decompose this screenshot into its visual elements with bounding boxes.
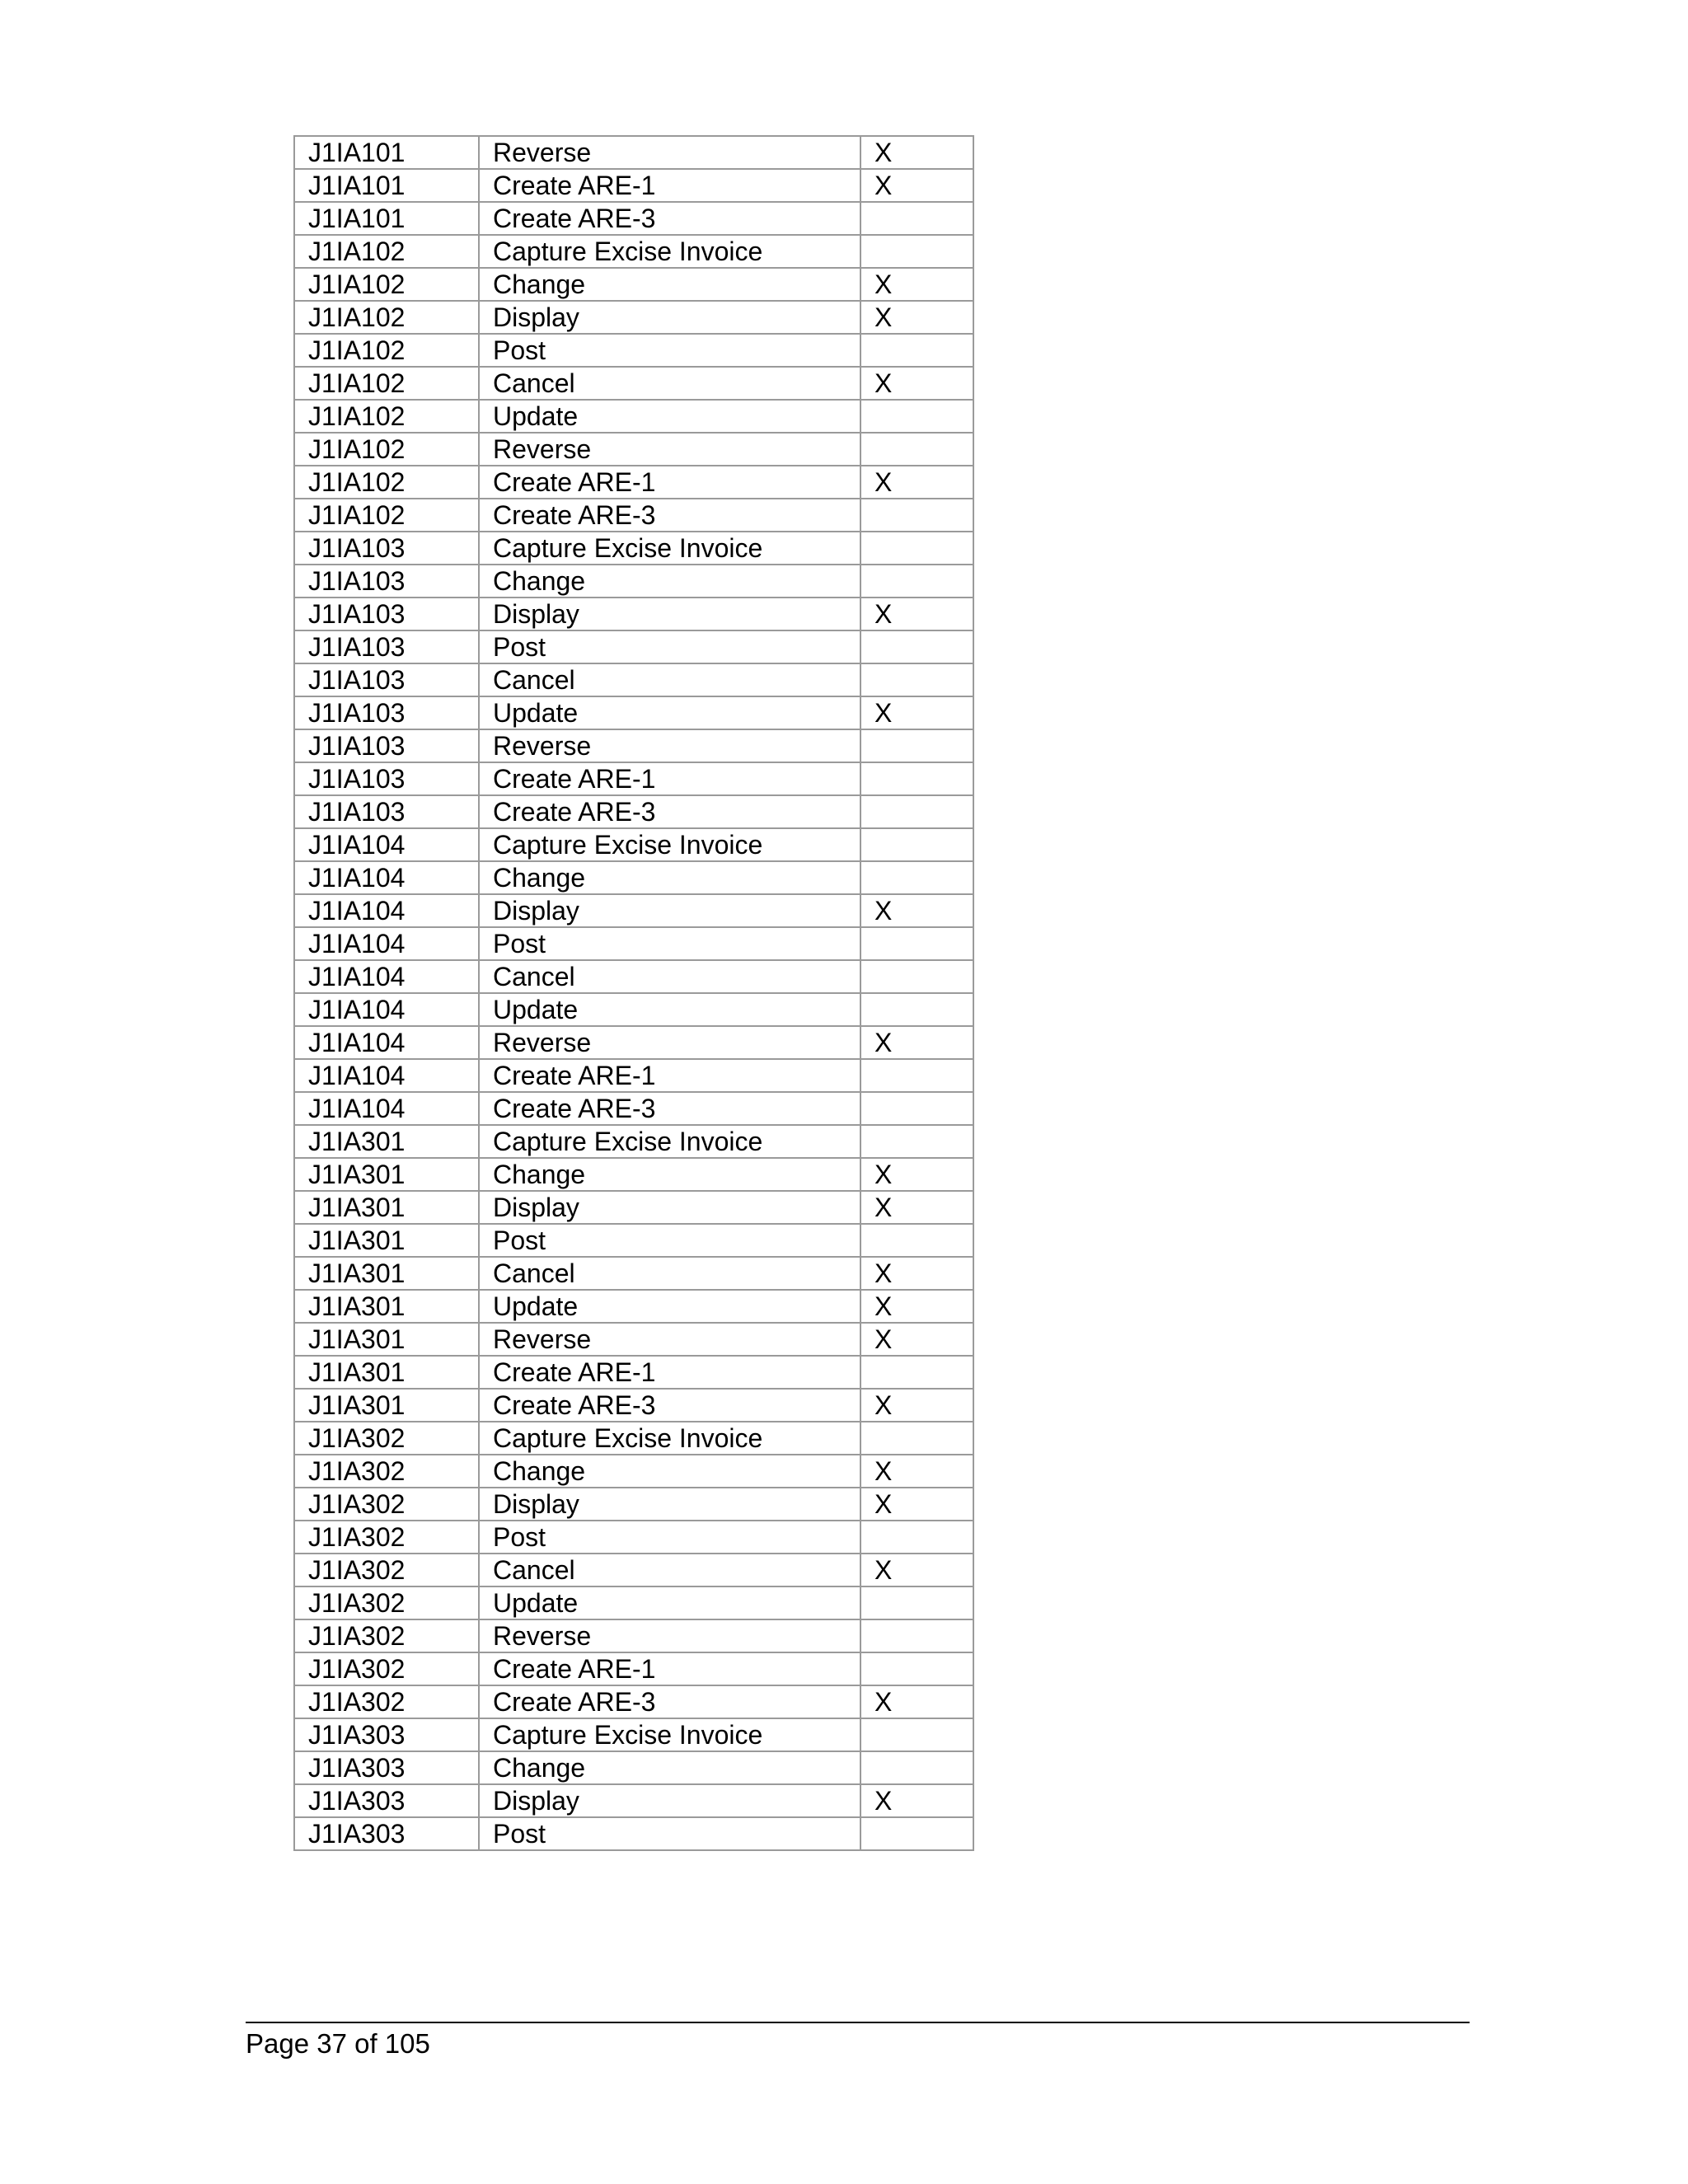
activity-cell: Reverse — [479, 729, 860, 762]
flag-cell — [860, 499, 973, 532]
transaction-code-cell: J1IA104 — [294, 828, 479, 861]
flag-cell — [860, 1224, 973, 1257]
transaction-code-cell: J1IA301 — [294, 1158, 479, 1191]
transaction-code-cell: J1IA103 — [294, 696, 479, 729]
activity-cell: Capture Excise Invoice — [479, 828, 860, 861]
transaction-code-cell: J1IA104 — [294, 960, 479, 993]
activity-cell: Post — [479, 927, 860, 960]
activity-cell: Update — [479, 400, 860, 433]
transaction-code-cell: J1IA302 — [294, 1455, 479, 1488]
flag-cell — [860, 927, 973, 960]
table-row — [294, 235, 973, 268]
flag-cell: X — [860, 1685, 973, 1718]
flag-cell — [860, 795, 973, 828]
table-row — [294, 1389, 973, 1422]
table-row — [294, 663, 973, 696]
transaction-code-cell: J1IA103 — [294, 663, 479, 696]
table-row — [294, 861, 973, 894]
activity-cell: Change — [479, 1158, 860, 1191]
transaction-code-cell: J1IA302 — [294, 1554, 479, 1586]
activity-cell: Change — [479, 861, 860, 894]
activity-cell: Update — [479, 993, 860, 1026]
transaction-code-cell: J1IA301 — [294, 1323, 479, 1356]
activity-cell: Display — [479, 301, 860, 334]
table-row — [294, 1817, 973, 1850]
transaction-code-cell: J1IA102 — [294, 367, 479, 400]
flag-cell: X — [860, 367, 973, 400]
flag-cell: X — [860, 1191, 973, 1224]
activity-cell: Create ARE-3 — [479, 795, 860, 828]
activity-cell: Create ARE-1 — [479, 466, 860, 499]
transaction-code-cell: J1IA102 — [294, 301, 479, 334]
activity-cell: Reverse — [479, 433, 860, 466]
flag-cell — [860, 202, 973, 235]
flag-cell: X — [860, 598, 973, 630]
activity-cell: Display — [479, 598, 860, 630]
activity-cell: Display — [479, 894, 860, 927]
transaction-code-cell: J1IA102 — [294, 268, 479, 301]
flag-cell — [860, 1521, 973, 1554]
flag-cell — [860, 993, 973, 1026]
transaction-code-cell: J1IA101 — [294, 136, 479, 169]
table-row — [294, 433, 973, 466]
table-row — [294, 169, 973, 202]
table-row — [294, 1125, 973, 1158]
table-row — [294, 268, 973, 301]
activity-cell: Create ARE-3 — [479, 202, 860, 235]
transaction-code-cell: J1IA302 — [294, 1488, 479, 1521]
table-row — [294, 1191, 973, 1224]
table-row — [294, 960, 973, 993]
flag-cell: X — [860, 1158, 973, 1191]
table-row — [294, 1685, 973, 1718]
flag-cell — [860, 565, 973, 598]
transaction-code-cell: J1IA301 — [294, 1389, 479, 1422]
transaction-code-cell: J1IA103 — [294, 762, 479, 795]
table-row — [294, 1586, 973, 1619]
activity-cell: Post — [479, 1521, 860, 1554]
table-row — [294, 1092, 973, 1125]
transaction-code-cell: J1IA104 — [294, 1092, 479, 1125]
flag-cell: X — [860, 466, 973, 499]
activity-cell: Post — [479, 334, 860, 367]
flag-cell — [860, 630, 973, 663]
activity-cell: Cancel — [479, 1554, 860, 1586]
table-row — [294, 136, 973, 169]
transaction-code-cell: J1IA303 — [294, 1751, 479, 1784]
flag-cell — [860, 1125, 973, 1158]
footer-divider — [246, 2022, 1470, 2023]
table-row — [294, 630, 973, 663]
table-row — [294, 1619, 973, 1652]
flag-cell — [860, 1356, 973, 1389]
flag-cell — [860, 1619, 973, 1652]
activity-cell: Create ARE-3 — [479, 1389, 860, 1422]
flag-cell — [860, 960, 973, 993]
activity-cell: Post — [479, 630, 860, 663]
activity-cell: Display — [479, 1488, 860, 1521]
activity-cell: Reverse — [479, 1619, 860, 1652]
table-row — [294, 1751, 973, 1784]
table-row — [294, 828, 973, 861]
activity-cell: Capture Excise Invoice — [479, 532, 860, 565]
table-row — [294, 301, 973, 334]
transaction-code-cell: J1IA303 — [294, 1718, 479, 1751]
transaction-code-cell: J1IA302 — [294, 1619, 479, 1652]
transaction-code-cell: J1IA102 — [294, 334, 479, 367]
transaction-code-cell: J1IA103 — [294, 598, 479, 630]
authorization-table — [293, 135, 974, 1851]
activity-cell: Create ARE-3 — [479, 1685, 860, 1718]
table-row — [294, 1718, 973, 1751]
flag-cell — [860, 861, 973, 894]
table-row — [294, 400, 973, 433]
transaction-code-cell: J1IA301 — [294, 1290, 479, 1323]
table-row — [294, 1488, 973, 1521]
table-row — [294, 762, 973, 795]
activity-cell: Reverse — [479, 1323, 860, 1356]
flag-cell — [860, 1092, 973, 1125]
table-row — [294, 1554, 973, 1586]
table-row — [294, 1784, 973, 1817]
flag-cell: X — [860, 696, 973, 729]
transaction-code-cell: J1IA102 — [294, 466, 479, 499]
transaction-code-cell: J1IA104 — [294, 861, 479, 894]
flag-cell — [860, 1586, 973, 1619]
activity-cell: Capture Excise Invoice — [479, 235, 860, 268]
activity-cell: Change — [479, 1455, 860, 1488]
activity-cell: Display — [479, 1191, 860, 1224]
table-row — [294, 696, 973, 729]
table-row — [294, 598, 973, 630]
flag-cell — [860, 1422, 973, 1455]
activity-cell: Cancel — [479, 367, 860, 400]
transaction-code-cell: J1IA103 — [294, 630, 479, 663]
table-row — [294, 532, 973, 565]
flag-cell — [860, 1817, 973, 1850]
transaction-code-cell: J1IA103 — [294, 565, 479, 598]
activity-cell: Change — [479, 565, 860, 598]
flag-cell — [860, 235, 973, 268]
transaction-code-cell: J1IA102 — [294, 433, 479, 466]
activity-cell: Display — [479, 1784, 860, 1817]
table-row — [294, 993, 973, 1026]
transaction-code-cell: J1IA103 — [294, 795, 479, 828]
transaction-code-cell: J1IA303 — [294, 1817, 479, 1850]
transaction-code-cell: J1IA101 — [294, 202, 479, 235]
activity-cell: Cancel — [479, 663, 860, 696]
activity-cell: Create ARE-3 — [479, 499, 860, 532]
table-row — [294, 1290, 973, 1323]
flag-cell: X — [860, 1455, 973, 1488]
page-number: Page 37 of 105 — [246, 2028, 430, 2059]
table-row — [294, 565, 973, 598]
activity-cell: Create ARE-1 — [479, 1059, 860, 1092]
transaction-code-cell: J1IA103 — [294, 729, 479, 762]
activity-cell: Create ARE-1 — [479, 169, 860, 202]
transaction-code-cell: J1IA104 — [294, 894, 479, 927]
table-row — [294, 1455, 973, 1488]
transaction-code-cell: J1IA301 — [294, 1125, 479, 1158]
transaction-code-cell: J1IA301 — [294, 1257, 479, 1290]
table-row — [294, 729, 973, 762]
activity-cell: Update — [479, 1290, 860, 1323]
transaction-code-cell: J1IA103 — [294, 532, 479, 565]
activity-cell: Reverse — [479, 136, 860, 169]
activity-cell: Post — [479, 1817, 860, 1850]
table-row — [294, 202, 973, 235]
flag-cell — [860, 663, 973, 696]
table-body — [294, 136, 973, 1850]
flag-cell — [860, 400, 973, 433]
transaction-code-cell: J1IA302 — [294, 1652, 479, 1685]
table-row — [294, 1257, 973, 1290]
activity-cell: Capture Excise Invoice — [479, 1422, 860, 1455]
activity-cell: Change — [479, 268, 860, 301]
transaction-code-cell: J1IA303 — [294, 1784, 479, 1817]
transaction-code-cell: J1IA104 — [294, 1026, 479, 1059]
flag-cell: X — [860, 169, 973, 202]
activity-cell: Capture Excise Invoice — [479, 1125, 860, 1158]
flag-cell: X — [860, 1554, 973, 1586]
transaction-code-cell: J1IA301 — [294, 1191, 479, 1224]
activity-cell: Change — [479, 1751, 860, 1784]
table-row — [294, 1158, 973, 1191]
transaction-code-cell: J1IA102 — [294, 499, 479, 532]
activity-cell: Update — [479, 696, 860, 729]
table-row — [294, 1323, 973, 1356]
transaction-code-cell: J1IA302 — [294, 1422, 479, 1455]
flag-cell: X — [860, 1323, 973, 1356]
flag-cell: X — [860, 1488, 973, 1521]
activity-cell: Create ARE-3 — [479, 1092, 860, 1125]
flag-cell: X — [860, 1389, 973, 1422]
table-row — [294, 1059, 973, 1092]
flag-cell — [860, 729, 973, 762]
table-row — [294, 795, 973, 828]
transaction-code-cell: J1IA102 — [294, 235, 479, 268]
transaction-code-cell: J1IA302 — [294, 1586, 479, 1619]
flag-cell — [860, 762, 973, 795]
flag-cell: X — [860, 1784, 973, 1817]
flag-cell — [860, 433, 973, 466]
flag-cell: X — [860, 1290, 973, 1323]
flag-cell — [860, 334, 973, 367]
flag-cell: X — [860, 1026, 973, 1059]
flag-cell — [860, 1718, 973, 1751]
table-row — [294, 334, 973, 367]
table-row — [294, 894, 973, 927]
transaction-code-cell: J1IA102 — [294, 400, 479, 433]
activity-cell: Reverse — [479, 1026, 860, 1059]
flag-cell: X — [860, 894, 973, 927]
flag-cell: X — [860, 136, 973, 169]
flag-cell: X — [860, 301, 973, 334]
transaction-code-cell: J1IA104 — [294, 993, 479, 1026]
flag-cell: X — [860, 268, 973, 301]
activity-cell: Create ARE-1 — [479, 762, 860, 795]
table-row — [294, 466, 973, 499]
activity-cell: Create ARE-1 — [479, 1356, 860, 1389]
flag-cell: X — [860, 1257, 973, 1290]
transaction-code-cell: J1IA104 — [294, 1059, 479, 1092]
table-row — [294, 367, 973, 400]
transaction-code-cell: J1IA302 — [294, 1521, 479, 1554]
transaction-code-cell: J1IA101 — [294, 169, 479, 202]
transaction-code-cell: J1IA301 — [294, 1224, 479, 1257]
transaction-code-cell: J1IA301 — [294, 1356, 479, 1389]
table-row — [294, 1422, 973, 1455]
table-row — [294, 1224, 973, 1257]
table-row — [294, 1356, 973, 1389]
flag-cell — [860, 828, 973, 861]
activity-cell: Create ARE-1 — [479, 1652, 860, 1685]
activity-cell: Cancel — [479, 960, 860, 993]
activity-cell: Update — [479, 1586, 860, 1619]
flag-cell — [860, 1652, 973, 1685]
table-row — [294, 927, 973, 960]
flag-cell — [860, 1751, 973, 1784]
activity-cell: Cancel — [479, 1257, 860, 1290]
activity-cell: Capture Excise Invoice — [479, 1718, 860, 1751]
table-row — [294, 1652, 973, 1685]
table-row — [294, 1026, 973, 1059]
flag-cell — [860, 532, 973, 565]
table-row — [294, 1521, 973, 1554]
activity-cell: Post — [479, 1224, 860, 1257]
table-row — [294, 499, 973, 532]
transaction-code-cell: J1IA302 — [294, 1685, 479, 1718]
transaction-code-cell: J1IA104 — [294, 927, 479, 960]
flag-cell — [860, 1059, 973, 1092]
